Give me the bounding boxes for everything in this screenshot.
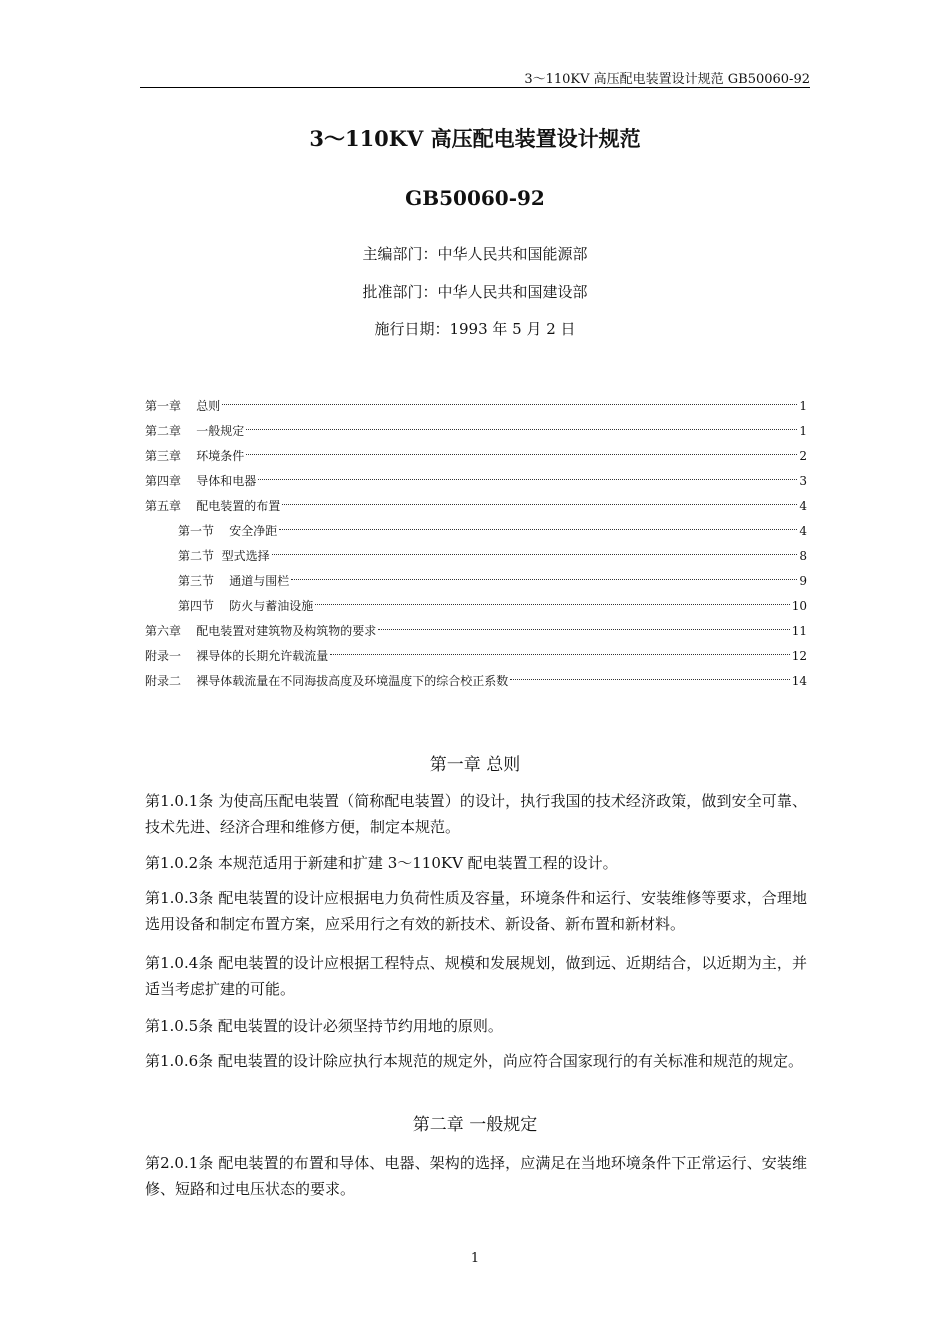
toc-leader-dots (272, 554, 798, 555)
toc-entry-page: 2 (799, 449, 807, 463)
toc-entry-page: 8 (799, 549, 807, 563)
toc-entry[interactable] (145, 619, 807, 644)
toc-entry[interactable] (145, 469, 807, 494)
toc-leader-dots (246, 454, 797, 455)
chapter-heading: 第二章 一般规定 (412, 1115, 538, 1135)
toc-entry[interactable] (145, 394, 807, 419)
toc-subentry[interactable] (145, 519, 807, 544)
toc-entry-label: 第三章 环境条件 (145, 449, 245, 463)
article-paragraph: 第1.0.6条 配电装置的设计除应执行本规范的规定外，尚应符合国家现行的有关标准和规范的规定。 (145, 1052, 803, 1070)
toc-entry-label: 第六章 配电装置对建筑物及构筑物的要求 (145, 624, 377, 638)
toc-entry-label: 第三节 通道与围栏 (178, 574, 290, 588)
toc-subentry[interactable] (145, 594, 807, 619)
toc-entry[interactable] (145, 494, 807, 519)
toc-entry-label: 第四节 防火与蓄油设施 (178, 599, 314, 613)
toc-entry-page: 3 (799, 474, 807, 488)
toc-entry-page: 11 (791, 624, 807, 638)
toc-entry-page: 1 (799, 424, 807, 438)
page-number: 1 (470, 1251, 480, 1266)
toc-subentry[interactable] (145, 569, 807, 594)
toc-leader-dots (222, 404, 797, 405)
running-header: 3～110KV 高压配电装置设计规范 GB50060-92 (524, 72, 810, 87)
toc-entry-page: 10 (791, 599, 807, 613)
toc-entry[interactable] (145, 644, 807, 669)
toc-entry-page: 12 (791, 649, 807, 663)
toc-entry-page: 1 (799, 399, 807, 413)
toc-leader-dots (291, 579, 797, 580)
toc-entry-label: 附录二 裸导体载流量在不同海拔高度及环境温度下的综合校正系数 (145, 674, 509, 688)
toc-entry[interactable] (145, 669, 807, 694)
toc-entry-label: 附录一 裸导体的长期允许载流量 (145, 649, 329, 663)
toc-entry[interactable] (145, 419, 807, 444)
table-of-contents (145, 394, 807, 694)
effective-date: 施行日期：1993 年 5 月 2 日 (374, 320, 576, 338)
toc-entry-page: 4 (799, 524, 807, 538)
toc-entry-page: 14 (791, 674, 807, 688)
article-paragraph: 第1.0.3条 配电装置的设计应根据电力负荷性质及容量，环境条件和运行、安装维修等要求，合理地选用设备和制定布置方案，应采用行之有效的新技术、新设备、新布置和新材料。 (145, 889, 807, 933)
toc-entry-label: 第一章 总则 (145, 399, 221, 413)
toc-entry-label: 第一节 安全净距 (178, 524, 278, 538)
toc-leader-dots (282, 504, 797, 505)
standard-code: GB50060-92 (405, 186, 545, 210)
toc-leader-dots (258, 479, 797, 480)
article-paragraph: 第1.0.1条 为使高压配电装置（简称配电装置）的设计，执行我国的技术经济政策，做到安全可靠、技术先进、经济合理和维修方便，制定本规范。 (145, 792, 807, 836)
approver-department: 批准部门：中华人民共和国建设部 (362, 283, 588, 301)
header-rule (140, 87, 810, 88)
toc-entry-label: 第四章 导体和电器 (145, 474, 257, 488)
toc-leader-dots (510, 679, 789, 680)
article-paragraph: 第1.0.2条 本规范适用于新建和扩建 3～110KV 配电装置工程的设计。 (145, 854, 618, 872)
toc-entry-label: 第二章 一般规定 (145, 424, 245, 438)
toc-leader-dots (330, 654, 789, 655)
toc-entry-label: 第二节 型式选择 (178, 549, 270, 563)
toc-entry-label: 第五章 配电装置的布置 (145, 499, 281, 513)
toc-leader-dots (279, 529, 797, 530)
document-title: 3～110KV 高压配电装置设计规范 (309, 126, 641, 151)
toc-leader-dots (246, 429, 797, 430)
editor-department: 主编部门：中华人民共和国能源部 (362, 245, 588, 263)
toc-leader-dots (315, 604, 789, 605)
chapter-heading: 第一章 总则 (429, 755, 521, 775)
toc-subentry[interactable] (145, 544, 807, 569)
toc-entry-page: 4 (799, 499, 807, 513)
toc-entry[interactable] (145, 444, 807, 469)
toc-entry-page: 9 (799, 574, 807, 588)
article-paragraph: 第1.0.5条 配电装置的设计必须坚持节约用地的原则。 (145, 1017, 503, 1035)
article-paragraph: 第1.0.4条 配电装置的设计应根据工程特点、规模和发展规划，做到远、近期结合，以近期为主，并适当考虑扩建的可能。 (145, 954, 807, 998)
toc-leader-dots (378, 629, 789, 630)
article-paragraph: 第2.0.1条 配电装置的布置和导体、电器、架构的选择，应满足在当地环境条件下正常运行、安装维修、短路和过电压状态的要求。 (145, 1154, 807, 1198)
